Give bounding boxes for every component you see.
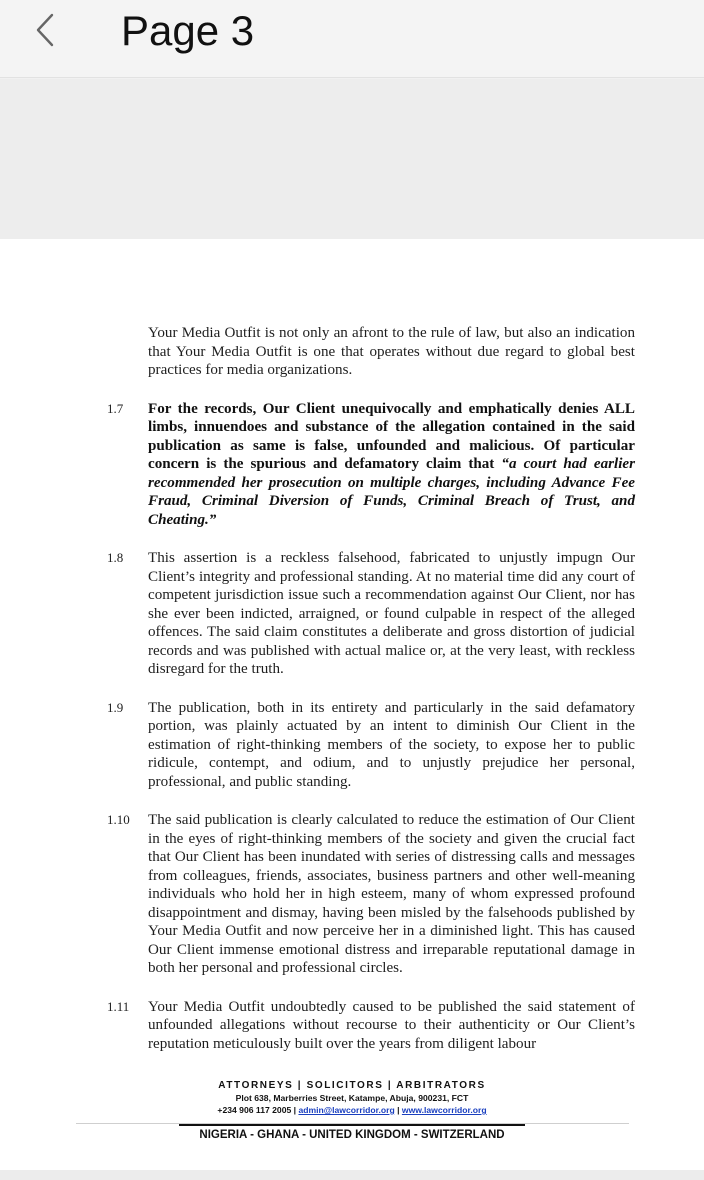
paragraph-1-10 (0, 811, 704, 978)
paragraph-text-quote: “a court had earlier recommended her prosecution on multiple charges, including Advance Fee Fraud, Criminal Diversion of Funds, Criminal Breach of Trust, and Cheating.” (148, 456, 635, 528)
footer-divider-bold (179, 1124, 525, 1126)
viewer-bottom-edge (0, 1170, 704, 1180)
top-app-bar (0, 0, 704, 78)
footer-countries: NIGERIA - GHANA - UNITED KINGDOM - SWITZERLAND (199, 1129, 505, 1141)
footer-separator: | (397, 1105, 400, 1115)
paragraph-text (148, 400, 635, 530)
paragraph-number: 1.8 (107, 550, 124, 565)
footer-website-link[interactable]: www.lawcorridor.org (401, 1105, 487, 1115)
paragraph-number: 1.7 (107, 400, 124, 416)
paragraph-number: 1.10 (107, 812, 130, 827)
paragraph-text: The publication, both in its entirety and particularly in the said defamatory portion, was plainly actuated by an intent to diminish Our Client in the estimation of right-thinking members of the society, to expose her to public ridicule, contempt, and odium, and to unjustly prejudice her personal, professional, and public standing. (148, 699, 635, 790)
paragraph-continuation (0, 324, 704, 380)
paragraph-number: 1.9 (107, 699, 124, 715)
paragraph-text-plain: For the records, Our Client unequivocally and emphatically denies ALL limbs, innuendoes and substance of the allegation contained in the said publication as same is false, unfounded and malicious. Of particular concern is the spurious and defamatory claim that (148, 400, 635, 472)
paragraph-text: This assertion is a reckless falsehood, fabricated to unjustly impugn Our Client’s integrity and professional standing. At no material time did any court of competent jurisdiction issue such a recommendation against Our Client, nor has she ever been indicted, arraigned, or found culpable in respect of the alleged offences. The said claim constitutes a deliberate and gross distortion of judicial records and was published with actual malice or, at the very least, with reckless disregard for the truth. (148, 550, 635, 677)
letterhead-footer (0, 1079, 704, 1143)
chevron-left-icon (34, 12, 56, 48)
footer-address: Plot 638, Marberries Street, Katampe, Abuja, 900231, FCT (235, 1093, 469, 1103)
paragraph-1-9 (0, 699, 704, 792)
paragraph-1-8 (0, 549, 704, 679)
document-page[interactable] (0, 239, 704, 1170)
footer-email-link[interactable]: admin@lawcorridor.org (298, 1105, 395, 1115)
footer-contact (0, 1104, 704, 1116)
paragraph-text: The said publication is clearly calculated to reduce the estimation of Our Client in the eyes of right-thinking members of the society and given the crucial fact that Our Client has been inundated with series of distressing calls and messages from colleagues, friends, associates, business partners and other well-meaning individuals who hold her in high esteem, many of whom expressed profound disappointment and dismay, having been misled by the falsehoods published by Your Media Outfit and now perceive her in a diminished light. This has caused Our Client immense emotional distress and irreparable reputational damage in both her personal and professional circles. (148, 812, 635, 976)
footer-separator: | (293, 1105, 297, 1115)
back-button[interactable] (30, 10, 60, 50)
paragraph-text: Your Media Outfit is not only an afront to the rule of law, but also an indication that Your Media Outfit is one that operates without due regard to global best practices for media organizations. (148, 325, 635, 378)
paragraph-text: Your Media Outfit undoubtedly caused to be published the said statement of unfounded allegations without recourse to their authenticity or Our Client’s reputation meticulously built over the years from diligent labour (148, 998, 635, 1052)
footer-phone: +234 906 117 2005 (217, 1105, 292, 1115)
document-body (0, 324, 704, 1073)
paragraph-1-7 (0, 400, 704, 530)
paragraph-number: 1.11 (107, 998, 130, 1014)
footer-roles: ATTORNEYS | SOLICITORS | ARBITRATORS (218, 1080, 486, 1091)
paragraph-1-11 (0, 998, 704, 1054)
page-title: Page 3 (121, 7, 255, 54)
viewer-background (0, 79, 704, 239)
